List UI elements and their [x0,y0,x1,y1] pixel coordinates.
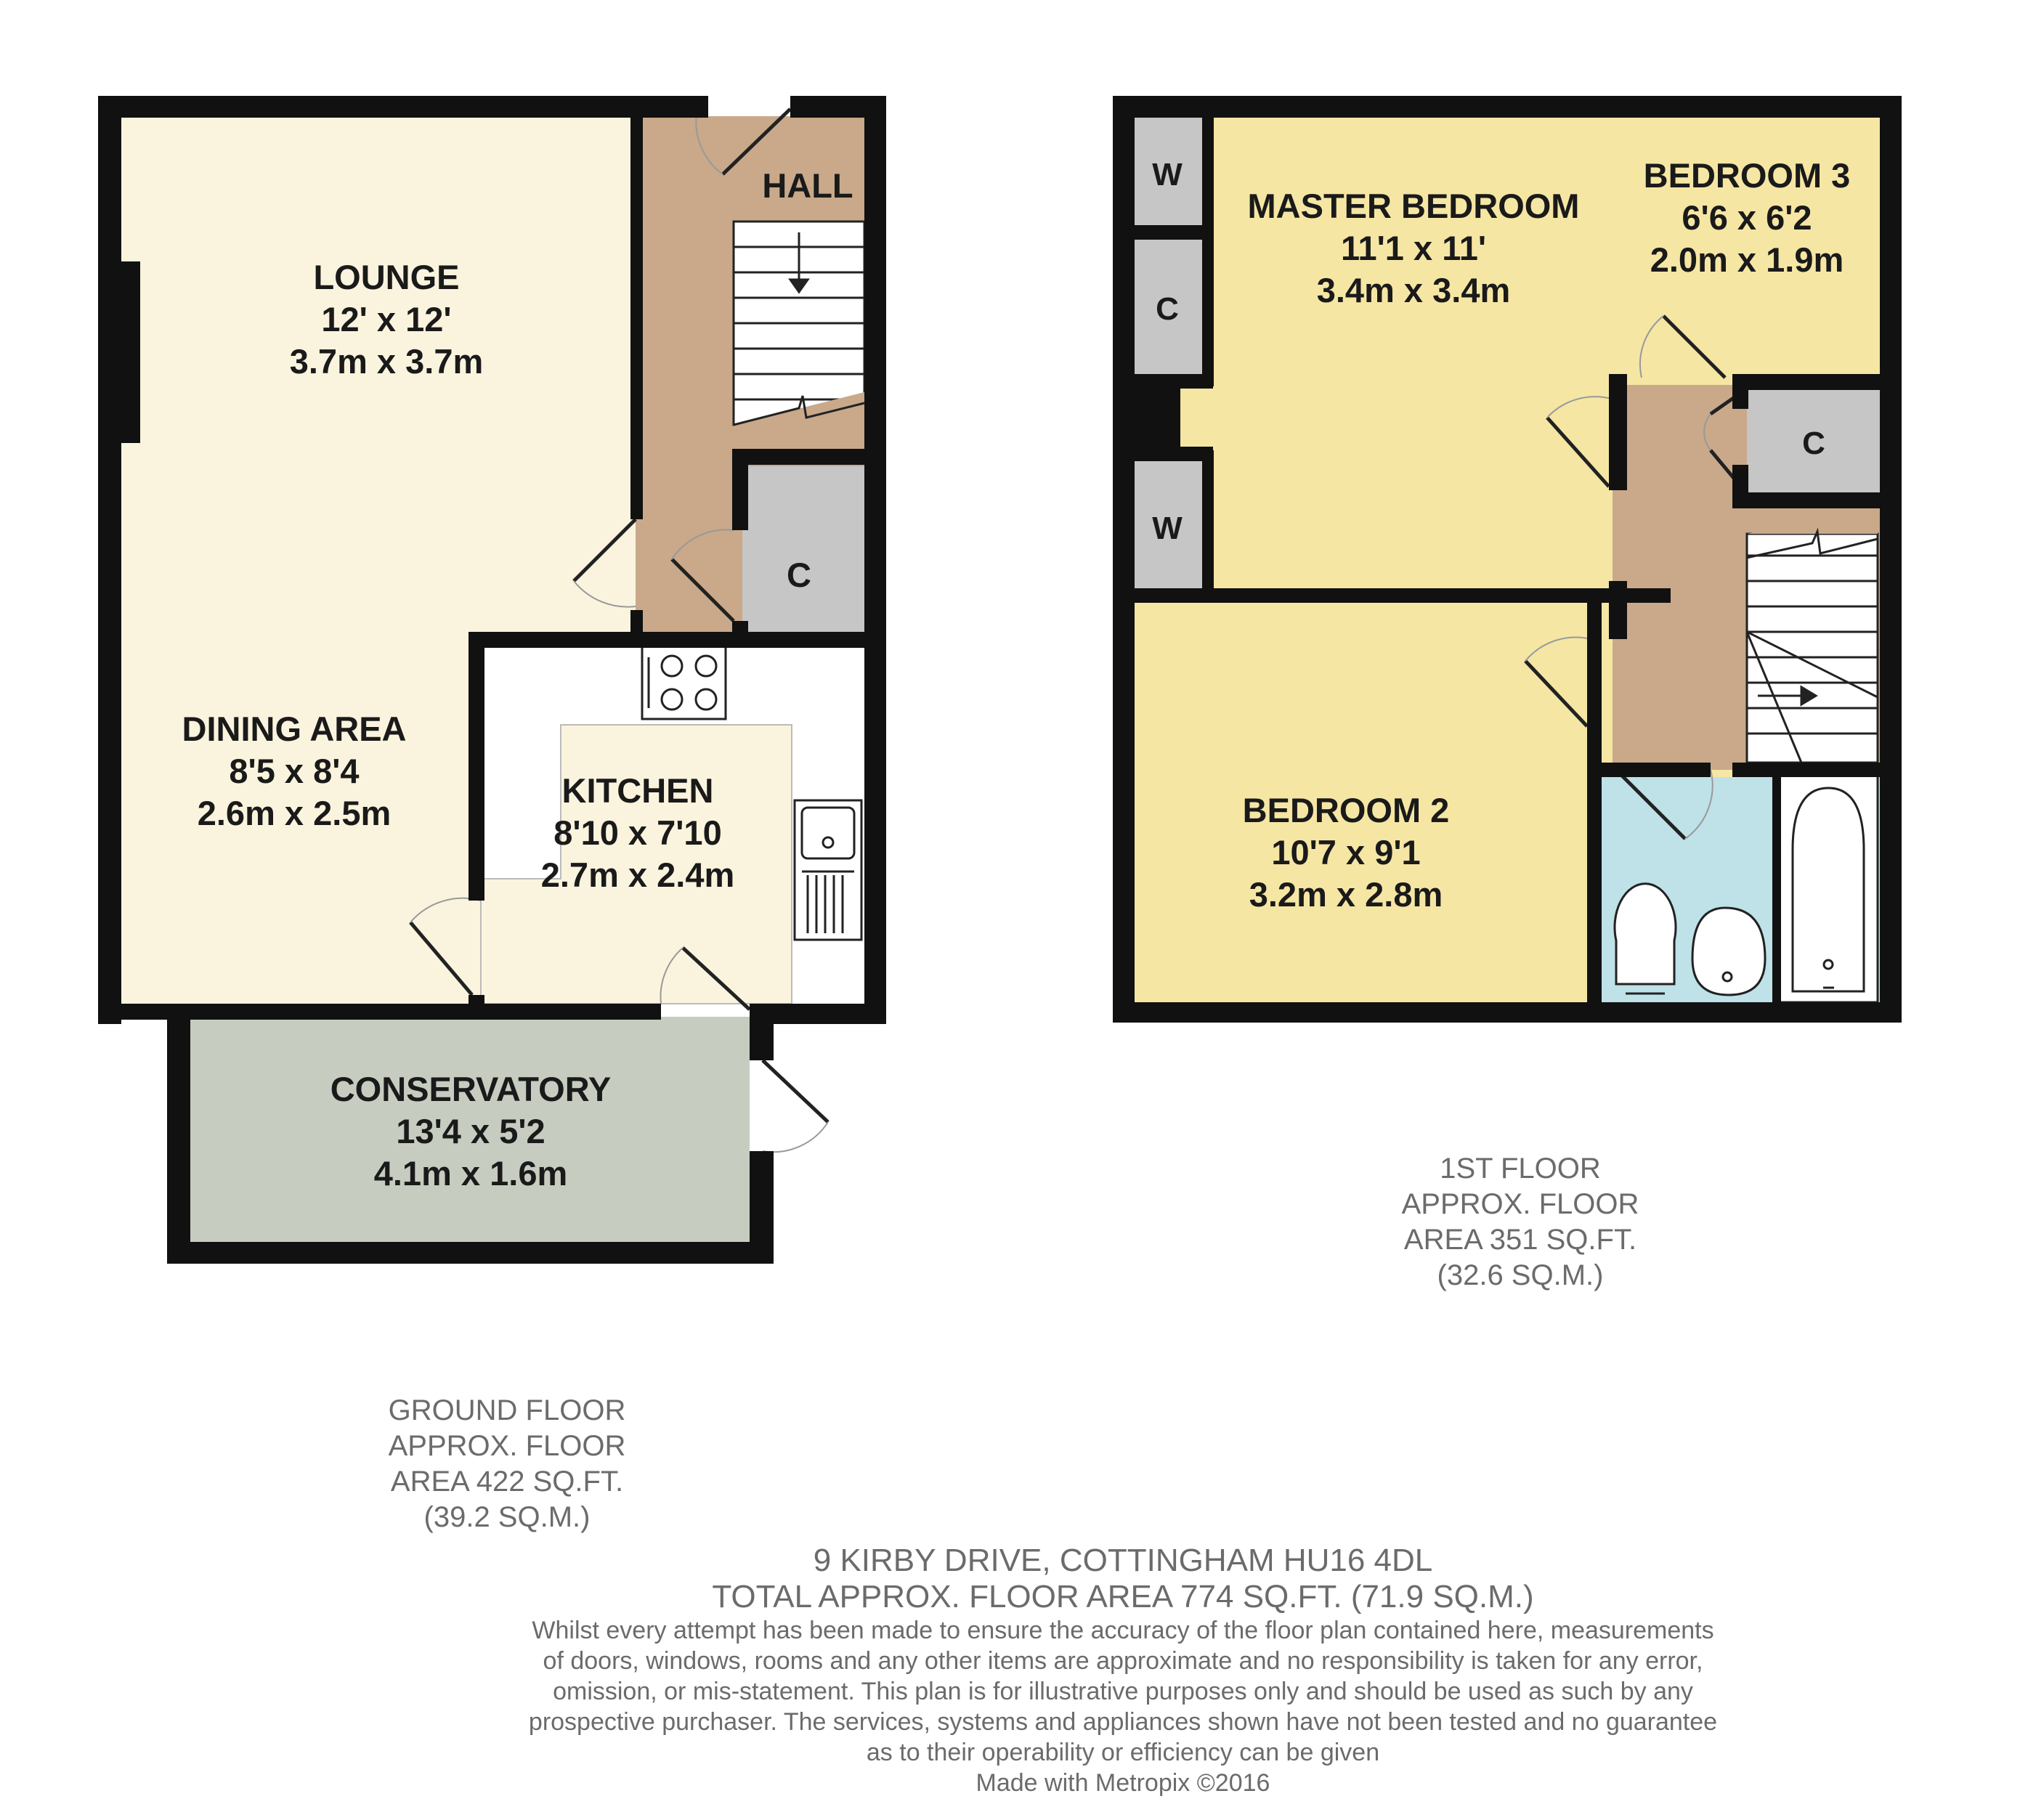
master-bedroom-label: MASTER BEDROOM [1247,187,1580,225]
first-floor-caption-line: (32.6 SQ.M.) [1437,1259,1604,1291]
bedroom-2-imperial: 10'7 x 9'1 [1271,833,1421,872]
kitchen-metric: 2.7m x 2.4m [540,856,735,894]
disclaimer-line: prospective purchaser. The services, systems and appliances shown have not been tested and no guarantee [528,1708,1718,1736]
wardrobe-bottom-label: W [1152,511,1183,546]
ground-floor-caption [289,1393,725,1535]
total-floor-area: TOTAL APPROX. FLOOR AREA 774 SQ.FT. (71.9 SQ.M.) [712,1579,1534,1614]
cupboard-label: C [787,556,811,594]
first-floor-caption [1302,1151,1738,1293]
master-bedroom-metric: 3.4m x 3.4m [1316,271,1511,309]
lounge-label: LOUNGE [313,258,460,296]
cupboard-landing-label: C [1802,426,1825,461]
lounge-imperial: 12' x 12' [321,300,452,338]
master-bedroom-imperial: 11'1 x 11' [1340,229,1487,267]
credit-line: Made with Metropix ©2016 [976,1769,1270,1797]
ground-floor-caption-line: AREA 422 SQ.FT. [390,1466,624,1498]
ground-stairs [734,222,864,450]
ground-floor-caption-line: GROUND FLOOR [388,1394,626,1426]
conservatory-metric: 4.1m x 1.6m [373,1154,568,1193]
wardrobe-top-label: W [1152,157,1183,192]
ground-floor-plan [98,96,886,1264]
hall-label: HALL [762,166,853,205]
bedroom-3-imperial: 6'6 x 6'2 [1682,198,1812,237]
ground-floor-caption-line: APPROX. FLOOR [388,1430,626,1462]
conservatory-imperial: 13'4 x 5'2 [396,1112,545,1150]
footer [433,1543,1813,1798]
property-address: 9 KIRBY DRIVE, COTTINGHAM HU16 4DL [813,1543,1433,1578]
first-floor-plan [1113,96,1902,1023]
hob [642,646,726,719]
ground-floor-caption-line: (39.2 SQ.M.) [423,1501,591,1533]
first-floor-caption-line: AREA 351 SQ.FT. [1403,1224,1637,1256]
dining-imperial: 8'5 x 8'4 [229,752,360,790]
first-floor-stairs [1747,508,1878,763]
disclaimer-line: Whilst every attempt has been made to ensure the accuracy of the floor plan contained here, measurements [532,1617,1714,1644]
dining-metric: 2.6m x 2.5m [197,794,392,832]
kitchen-label: KITCHEN [561,771,714,810]
first-floor-caption-line: 1ST FLOOR [1440,1153,1601,1185]
bedroom-2-label: BEDROOM 2 [1242,791,1450,829]
bedroom-3-label: BEDROOM 3 [1643,156,1851,195]
first-floor-caption-line: APPROX. FLOOR [1401,1188,1639,1220]
cupboard-left-label: C [1156,291,1179,327]
dining-label: DINING AREA [182,710,407,748]
lounge-metric: 3.7m x 3.7m [289,342,484,381]
cupboard-fill [742,466,864,635]
disclaimer-line: as to their operability or efficiency can be given [866,1739,1380,1766]
kitchen-sink [795,800,861,940]
bedroom-3-metric: 2.0m x 1.9m [1650,240,1844,279]
conservatory-label: CONSERVATORY [330,1070,612,1108]
bedroom-2-metric: 3.2m x 2.8m [1249,875,1443,914]
kitchen-imperial: 8'10 x 7'10 [553,813,722,852]
disclaimer-line: omission, or mis-statement. This plan is for illustrative purposes only and should be used as such by any [553,1678,1693,1705]
disclaimer-line: of doors, windows, rooms and any other items are approximate and no responsibility is taken for any error, [543,1647,1703,1675]
